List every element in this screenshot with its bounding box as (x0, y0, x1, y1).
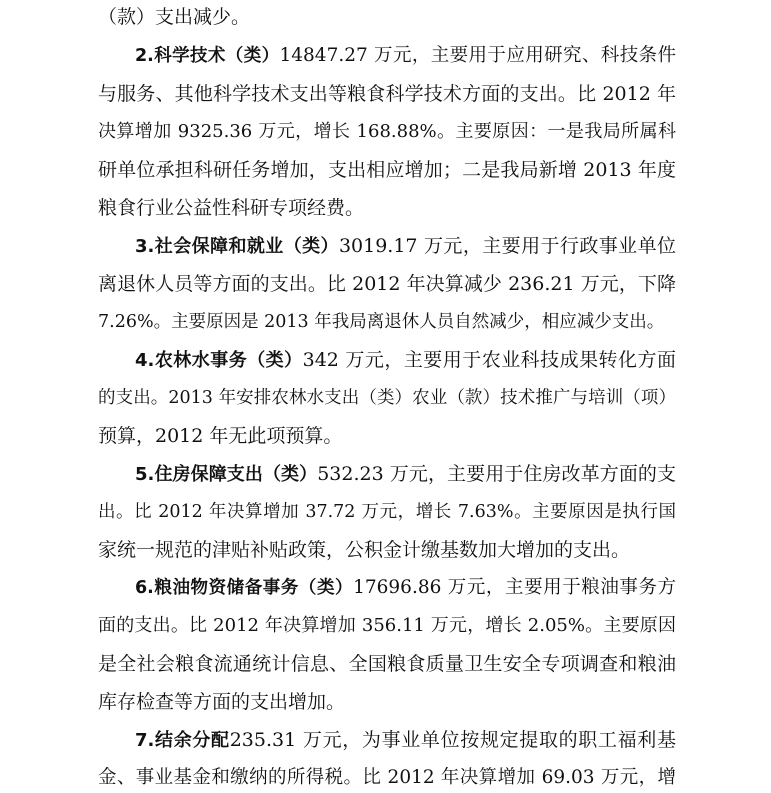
section-line-grain-reserve: 6.粮油物资储备事务（类）17696.86 万元，主要用于粮油事务方 (135, 577, 677, 598)
section-line-science: 2.科学技术（类）14847.27 万元，主要用于应用研究、科技条件 (135, 45, 676, 66)
section-heading: 6.粮油物资储备事务（类） (135, 578, 354, 598)
text-line: 决算增加 9325.36 万元，增长 168.88%。主要原因：一是我局所属科 (98, 121, 676, 142)
section-line-social-security: 3.社会保障和就业（类）3019.17 万元，主要用于行政事业单位 (135, 235, 676, 257)
text-line: 金、事业基金和缴纳的所得税。比 2012 年决算增加 69.03 万元，增 (98, 767, 676, 788)
text-line: 7.26%。主要原因是 2013 年我局离退休人员自然减少，相应减少支出。 (98, 312, 665, 332)
text-line: 家统一规范的津贴补贴政策，公积金计缴基数加大增加的支出。 (98, 539, 631, 561)
text-line: 库存检查等方面的支出增加。 (98, 691, 346, 713)
text-line: 是全社会粮食流通统计信息、全国粮食质量卫生安全专项调查和粮油 (98, 653, 676, 675)
section-line-agriculture: 4.农林水事务（类）342 万元，主要用于农业科技成果转化方面 (135, 349, 676, 371)
section-heading: 2.科学技术（类） (135, 46, 280, 66)
section-heading: 3.社会保障和就业（类） (135, 236, 339, 257)
text-line: 粮食行业公益性科研专项经费。 (98, 197, 365, 219)
text-line: 与服务、其他科学技术支出等粮食科学技术方面的支出。比 2012 年 (98, 83, 676, 105)
section-heading: 4.农林水事务（类） (135, 350, 303, 371)
text-line: 面的支出。比 2012 年决算增加 356.11 万元，增长 2.05%。主要原因 (98, 615, 676, 636)
section-line-housing: 5.住房保障支出（类）532.23 万元，主要用于住房改革方面的支 (135, 463, 676, 485)
text-line: 研单位承担科研任务增加，支出相应增加；二是我局新增 2013 年度 (98, 159, 676, 181)
text-line: （款）支出减少。 (98, 6, 251, 28)
section-heading: 7.结余分配 (135, 730, 230, 751)
text-line: 的支出。2013 年安排农林水支出（类）农业（款）技术推广与培训（项） (98, 388, 676, 408)
section-line-surplus: 7.结余分配235.31 万元，为事业单位按规定提取的职工福利基 (135, 729, 676, 751)
text-line: 预算，2012 年无此项预算。 (98, 425, 343, 447)
section-heading: 5.住房保障支出（类） (135, 464, 318, 485)
text-line: 离退休人员等方面的支出。比 2012 年决算减少 236.21 万元，下降 (98, 273, 676, 295)
text-line: 出。比 2012 年决算增加 37.72 万元，增长 7.63%。主要原因是执行国 (98, 502, 676, 522)
